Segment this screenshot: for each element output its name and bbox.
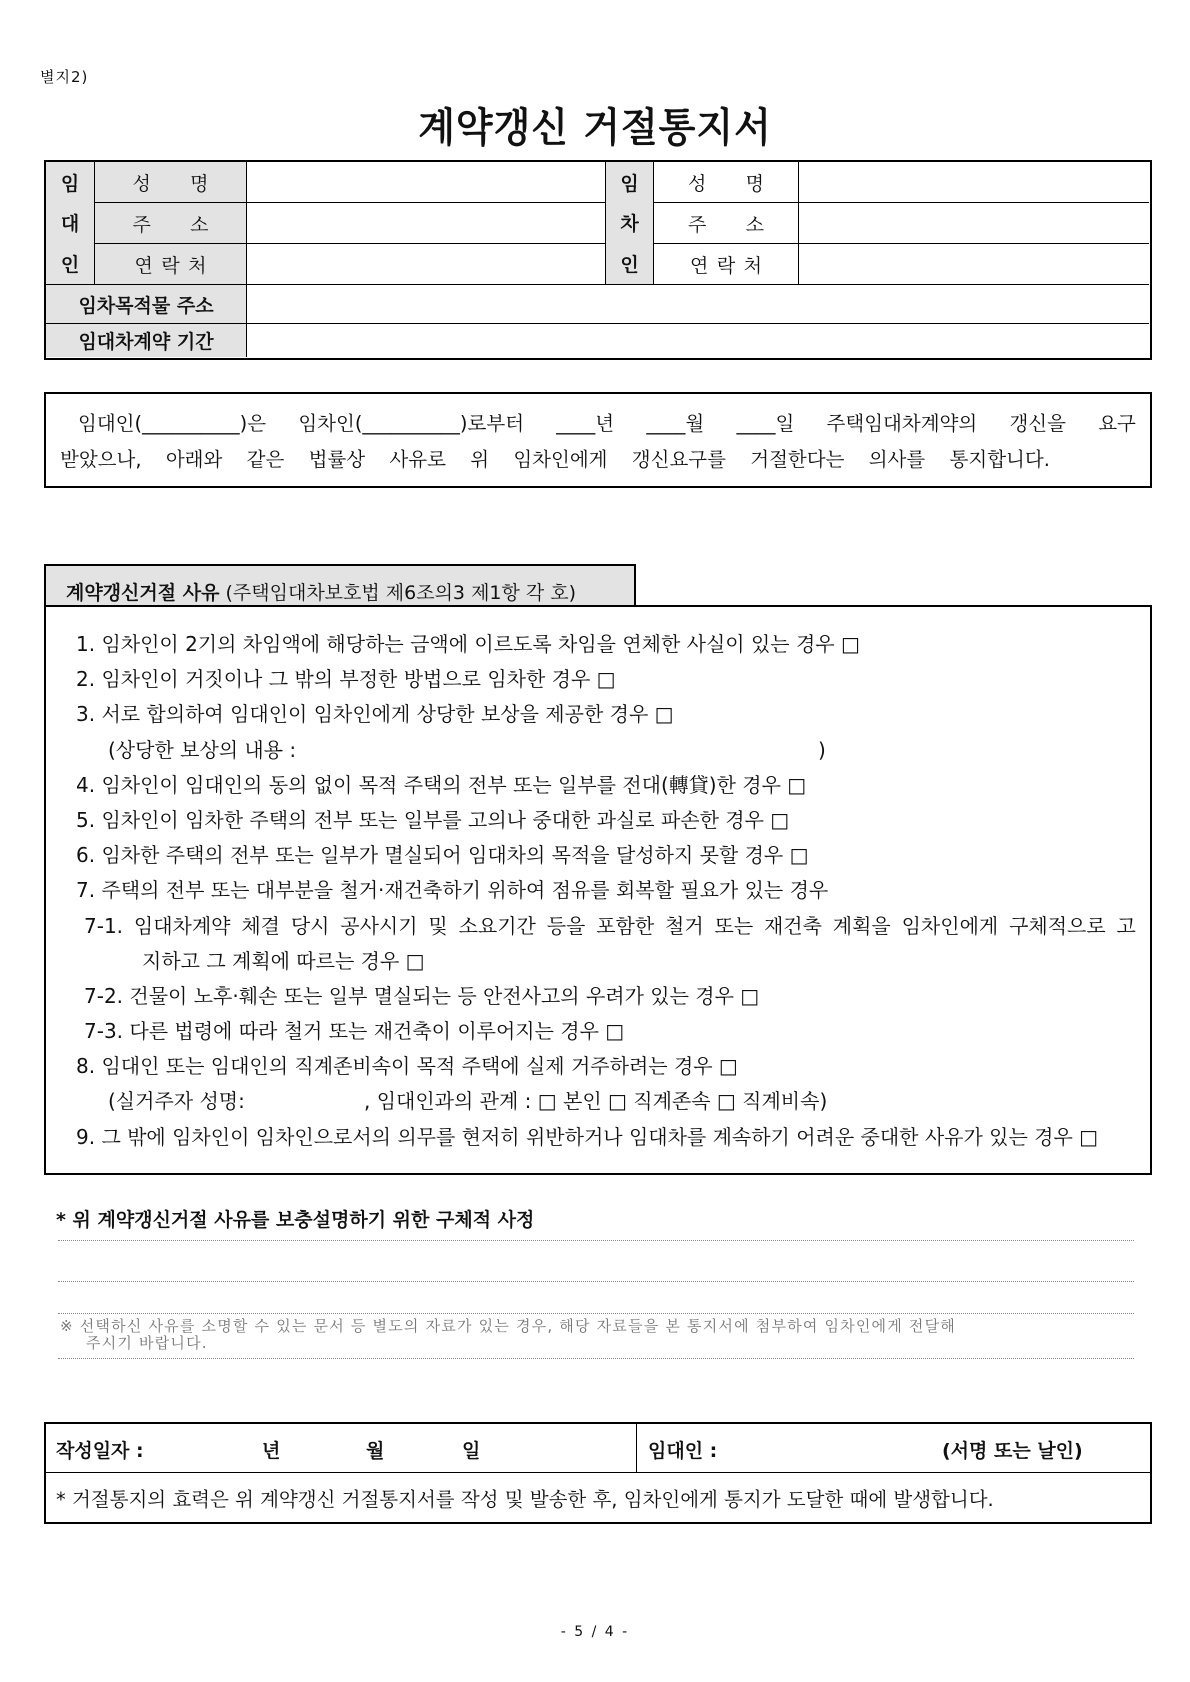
signature-divider <box>636 1424 637 1472</box>
landlord-contact-field[interactable] <box>246 243 605 284</box>
effect-note: * 거절통지의 효력은 위 계약갱신 거절통지서를 작성 및 발송한 후, 임차인에게 통지가 도달한 때에 발생합니다. <box>56 1488 994 1511</box>
note-divider <box>58 1358 1134 1359</box>
tenant-contact-label: 연 락 처 <box>653 243 798 284</box>
effect-note-row <box>46 1472 1150 1522</box>
day-label: 일 <box>462 1440 481 1462</box>
reason-2[interactable]: 2. 임차인이 거짓이나 그 밖의 부정한 방법으로 임차한 경우 □ <box>76 667 616 692</box>
note-line-2: 주시기 바랍니다. <box>86 1334 208 1352</box>
document-title: 계약갱신 거절통지서 <box>418 104 772 151</box>
reason-5[interactable]: 5. 임차인이 임차한 주택의 전부 또는 일부를 고의나 중대한 과실로 파손한 경우 □ <box>76 807 790 832</box>
reason-8-resident <box>66 1084 1136 1119</box>
month-label: 월 <box>366 1440 385 1462</box>
landlord-name-field[interactable] <box>246 162 605 202</box>
tenant-address-field[interactable] <box>798 202 1149 243</box>
tenant-name-label: 성 명 <box>653 162 798 202</box>
reason-6[interactable]: 6. 임차한 주택의 전부 또는 일부가 멸실되어 임대차의 목적을 달성하지 못할 경우 □ <box>76 843 809 868</box>
tenant-name-field[interactable] <box>798 162 1149 202</box>
property-address-field[interactable] <box>246 284 1149 323</box>
reason-9[interactable]: 9. 그 밖에 임차인이 임차인으로서의 의무를 현저히 위반하거나 임대차를 계속하기 어려운 중대한 사유가 있는 경우 □ <box>76 1124 1099 1149</box>
signature-row <box>46 1424 1150 1473</box>
reason-7-3[interactable]: 7-3. 다른 법령에 따라 철거 또는 재건축이 이루어지는 경우 □ <box>84 1019 625 1044</box>
reason-8[interactable]: 8. 임대인 또는 임대인의 직계존비속이 목적 주택에 실제 거주하려는 경우 □ <box>76 1054 738 1079</box>
year-label: 년 <box>262 1440 281 1462</box>
landlord-group-char: 대 <box>60 213 80 236</box>
party-table <box>44 160 1152 360</box>
tenant-group-char: 인 <box>620 254 639 277</box>
reason-7-1-continued[interactable]: 지하고 그 계획에 따르는 경우 □ <box>142 948 425 973</box>
reason-4[interactable]: 4. 임차인이 임대인의 동의 없이 목적 주택의 전부 또는 일부를 전대(轉貸)한 경우 □ <box>76 772 807 797</box>
landlord-contact-label: 연 락 처 <box>94 243 246 284</box>
annex-label: 별지2) <box>40 68 89 86</box>
date-label: 작성일자 : <box>56 1440 144 1462</box>
tenant-group-char: 차 <box>620 213 639 236</box>
intro-statement <box>44 392 1152 488</box>
landlord-group-label <box>46 162 94 284</box>
explanation-line[interactable] <box>58 1281 1134 1282</box>
note-line-1: ※ 선택하신 사유를 소명할 수 있는 문서 등 별도의 자료가 있는 경우, 해당 자료들을 본 통지서에 첨부하여 임차인에게 전달해 <box>60 1317 956 1335</box>
tenant-group-label <box>605 162 653 284</box>
tenant-address-label: 주 소 <box>653 202 798 243</box>
contract-period-label: 임대차계약 기간 <box>46 323 246 357</box>
tenant-contact-field[interactable] <box>798 243 1149 284</box>
reason-3-compensation <box>66 733 1136 768</box>
signature-box <box>44 1422 1152 1524</box>
reason-1[interactable]: 1. 임차인이 2기의 차임액에 해당하는 금액에 이르도록 차임을 연체한 사실이 있는 경우 □ <box>76 632 860 656</box>
landlord-name-label: 성 명 <box>94 162 246 202</box>
page-number: - 5 / 4 - <box>560 1624 630 1640</box>
landlord-address-label: 주 소 <box>94 202 246 243</box>
attachment-note <box>60 1318 1132 1352</box>
explanation-line[interactable] <box>58 1240 1134 1241</box>
landlord-group-char: 인 <box>60 254 80 277</box>
compensation-label: (상당한 보상의 내용 : <box>108 737 297 762</box>
contract-period-field[interactable] <box>246 323 1149 357</box>
property-address-label: 임차목적물 주소 <box>46 284 246 323</box>
sign-hint[interactable]: (서명 또는 날인) <box>942 1440 1083 1462</box>
reasons-list <box>44 605 1152 1175</box>
intro-line-1: 임대인(__________)은 임차인(__________)로부터 ____년 ____월 ____일 주택임대차계약의 갱신을 요구 <box>78 412 1136 435</box>
note-divider <box>58 1313 1134 1314</box>
landlord-sign-label: 임대인 : <box>648 1440 718 1462</box>
resident-relation-options[interactable]: , 임대인과의 관계 : □ 본인 □ 직계존속 □ 직계비속) <box>364 1089 828 1114</box>
compensation-close: ) <box>818 737 826 762</box>
reasons-header <box>44 564 636 607</box>
reason-7-2[interactable]: 7-2. 건물이 노후·훼손 또는 일부 멸실되는 등 안전사고의 우려가 있는 경우 □ <box>84 983 760 1008</box>
intro-line-2: 받았으나, 아래와 같은 법률상 사유로 위 임차인에게 갱신요구를 거절한다는 의사를 통지합니다. <box>60 448 1050 471</box>
reason-7-1[interactable]: 7-1. 임대차계약 체결 당시 공사시기 및 소요기간 등을 포함한 철거 또는 재건축 계획을 임차인에게 구체적으로 고 <box>84 913 1136 938</box>
reason-7: 7. 주택의 전부 또는 대부분을 철거·재건축하기 위하여 점유를 회복할 필요가 있는 경우 <box>76 878 829 903</box>
tenant-group-char: 임 <box>620 172 639 195</box>
explanation-label: * 위 계약갱신거절 사유를 보충설명하기 위한 구체적 사정 <box>56 1209 535 1231</box>
reasons-law-reference: (주택임대차보호법 제6조의3 제1항 각 호) <box>225 582 577 604</box>
reason-3[interactable]: 3. 서로 합의하여 임대인이 임차인에게 상당한 보상을 제공한 경우 □ <box>76 702 674 727</box>
landlord-group-char: 임 <box>60 172 80 195</box>
reasons-title: 계약갱신거절 사유 <box>66 582 220 604</box>
landlord-address-field[interactable] <box>246 202 605 243</box>
resident-name-label: (실거주자 성명: <box>108 1089 245 1114</box>
